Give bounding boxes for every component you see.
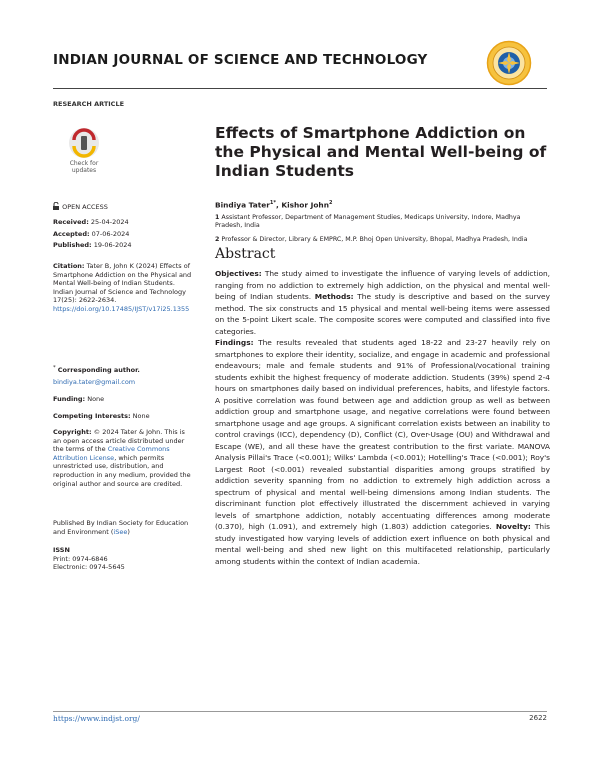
article-title: Effects of Smartphone Addiction on the Physical and Mental Well-being of Indian Students — [215, 124, 547, 180]
copyright-block — [53, 428, 193, 488]
received-label: Received: — [53, 218, 89, 226]
publisher-close: ) — [127, 527, 130, 536]
funding-label: Funding: — [53, 395, 86, 403]
abstract-body — [215, 268, 550, 567]
affiliation-2-number: 2 — [215, 236, 220, 243]
article-type: RESEARCH ARTICLE — [53, 100, 125, 108]
citation-label: Citation: — [53, 262, 85, 270]
findings-text: The results revealed that students aged 18-22 and 23-27 heavily rely on smartphones to explore their identity, socialize, and engage in academic and professional endeavours; male and female students and 91% of Professional/vocational training students exhibit the highest frequency of moderate addiction. Students (39%) spend 2-4 hours on smartphones daily based on individual preferences, habits, and lifestyle factors. A positive correlation was found between age and addiction group as well as between addiction group and smartphone usage, and negative correlations were found between smartphone usage and age groups. A significant correlation exists between an inability to control cravings (ICC), dependency (D), Conflict (C), Over-Usage (OU) and Withdrawal and Escape (WE), and all these have the greatest contribution to the first variate. MANOVA Analysis Pillai's Trace (<0.001); Wilks' Lambda (<0.001); Hotelling's Trace (<0.001); Roy's Largest Root (<0.001) revealed substantial disparities among groups stratified by addiction severity spanning from no addiction to extremely high addiction across a spectrum of physical and mental well-being dimensions among Indian students. The discriminant function plot effectively illustrated the discernment achieved in varying levels of smartphone addiction, notably accentuating differences among moderate (0.370), high (1.091), and extremely high (1.803) addiction categories. — [215, 338, 551, 531]
accepted-value: 07-06-2024 — [91, 229, 130, 238]
citation-block — [53, 262, 193, 314]
methods-text: The study is descriptive and based on the survey method. The six constructs and 15 physical and mental well-being items were assessed on the 5-point Likert scale. The composite scores were computed and classified into five categories. — [215, 292, 550, 336]
issn-electronic: Electronic: 0974-5645 — [53, 563, 125, 572]
affiliation-1 — [215, 214, 545, 231]
badge-line-1: Check for — [69, 160, 99, 167]
funding-value: None — [87, 395, 105, 403]
author-separator: , — [276, 200, 282, 210]
open-access-label — [53, 202, 193, 213]
abstract-heading: Abstract — [215, 246, 276, 262]
affiliation-2-text: Professor & Director, Library & EMPRC, M.P. Bhoj Open University, Bhopal, Madhya Pradesh, India — [221, 236, 528, 243]
issn-label: ISSN — [53, 546, 70, 554]
novelty-label: Novelty: — [495, 522, 531, 531]
open-access-text: OPEN ACCESS — [62, 203, 108, 211]
isee-link[interactable]: iSee — [113, 527, 128, 536]
open-lock-icon — [53, 202, 60, 213]
check-for-updates-icon — [58, 126, 110, 160]
dates-block — [53, 217, 193, 252]
corresponding-email-link[interactable]: bindiya.tater@gmail.com — [53, 378, 136, 386]
copyright-text-1: © 2024 Tater & John. This is an open access article distributed under the terms of the — [53, 428, 185, 454]
footer-journal-link[interactable]: https://www.indjst.org/ — [53, 714, 140, 723]
novelty-text: This study investigated how varying levels of addiction exert influence on both physical and mental well-being and shed new light on this multifaceted relationship, particularly among students within the context of Indian academia. — [215, 522, 550, 566]
affiliation-1-number: 1 — [215, 214, 220, 221]
corresponding-label: Corresponding author. — [57, 366, 140, 375]
author-1-marker: 1* — [269, 200, 276, 206]
license-link[interactable]: Creative Commons Attribution License — [53, 445, 170, 462]
author-2-marker: 2 — [328, 200, 333, 206]
methods-label: Methods: — [314, 292, 354, 301]
funding-block — [53, 395, 193, 404]
publisher-text: Published By Indian Society for Education and Environment ( — [53, 519, 189, 536]
author-1: Bindiya Tater — [215, 200, 270, 210]
header-divider — [53, 88, 547, 89]
journal-title: INDIAN JOURNAL OF SCIENCE AND TECHNOLOGY — [53, 52, 428, 68]
competing-interests-block — [53, 412, 193, 421]
copyright-text-2: , which permits unrestricted use, distribution, and reproduction in any medium, provided the original author and source are credited. — [53, 453, 191, 488]
check-for-updates-badge[interactable] — [58, 126, 110, 186]
affiliation-1-text: Assistant Professor, Department of Management Studies, Medicaps University, Indore, Madhya Pradesh, India — [215, 214, 521, 230]
issn-block — [53, 546, 193, 572]
authors — [215, 200, 332, 209]
author-2: Kishor John — [281, 200, 329, 210]
findings-label: Findings: — [215, 338, 254, 347]
issn-print: Print: 0974-6846 — [53, 554, 108, 563]
competing-label: Competing Interests: — [53, 412, 131, 420]
competing-value: None — [132, 412, 150, 420]
affiliation-2 — [215, 236, 545, 244]
objectives-label: Objectives: — [215, 269, 262, 278]
corresponding-author: * Corresponding author. — [53, 365, 140, 375]
citation-doi-link[interactable]: https://doi.org/10.17485/IJST/v17i25.1355 — [53, 304, 190, 313]
objectives-text: The study aimed to investigate the influence of varying levels of addiction, ranging from no addiction to extremely high addiction, on the physical and mental well-being of Indian students. — [215, 269, 550, 301]
page-number: 2622 — [529, 714, 547, 722]
publisher-block — [53, 519, 193, 536]
footer-divider — [53, 711, 547, 712]
citation-text: Tater B, John K (2024) Effects of Smartphone Addiction on the Physical and Mental Well-being of Indian Students. Indian Journal of Science and Technology 17(25): 2622-2634. — [53, 262, 192, 305]
accepted-label: Accepted: — [53, 229, 90, 238]
copyright-label: Copyright: — [53, 428, 92, 436]
journal-logo — [486, 40, 532, 86]
received-value: 25-04-2024 — [90, 218, 129, 226]
badge-line-2: updates — [71, 167, 97, 174]
published-label: Published: — [53, 241, 92, 249]
published-value: 19-06-2024 — [93, 241, 132, 249]
